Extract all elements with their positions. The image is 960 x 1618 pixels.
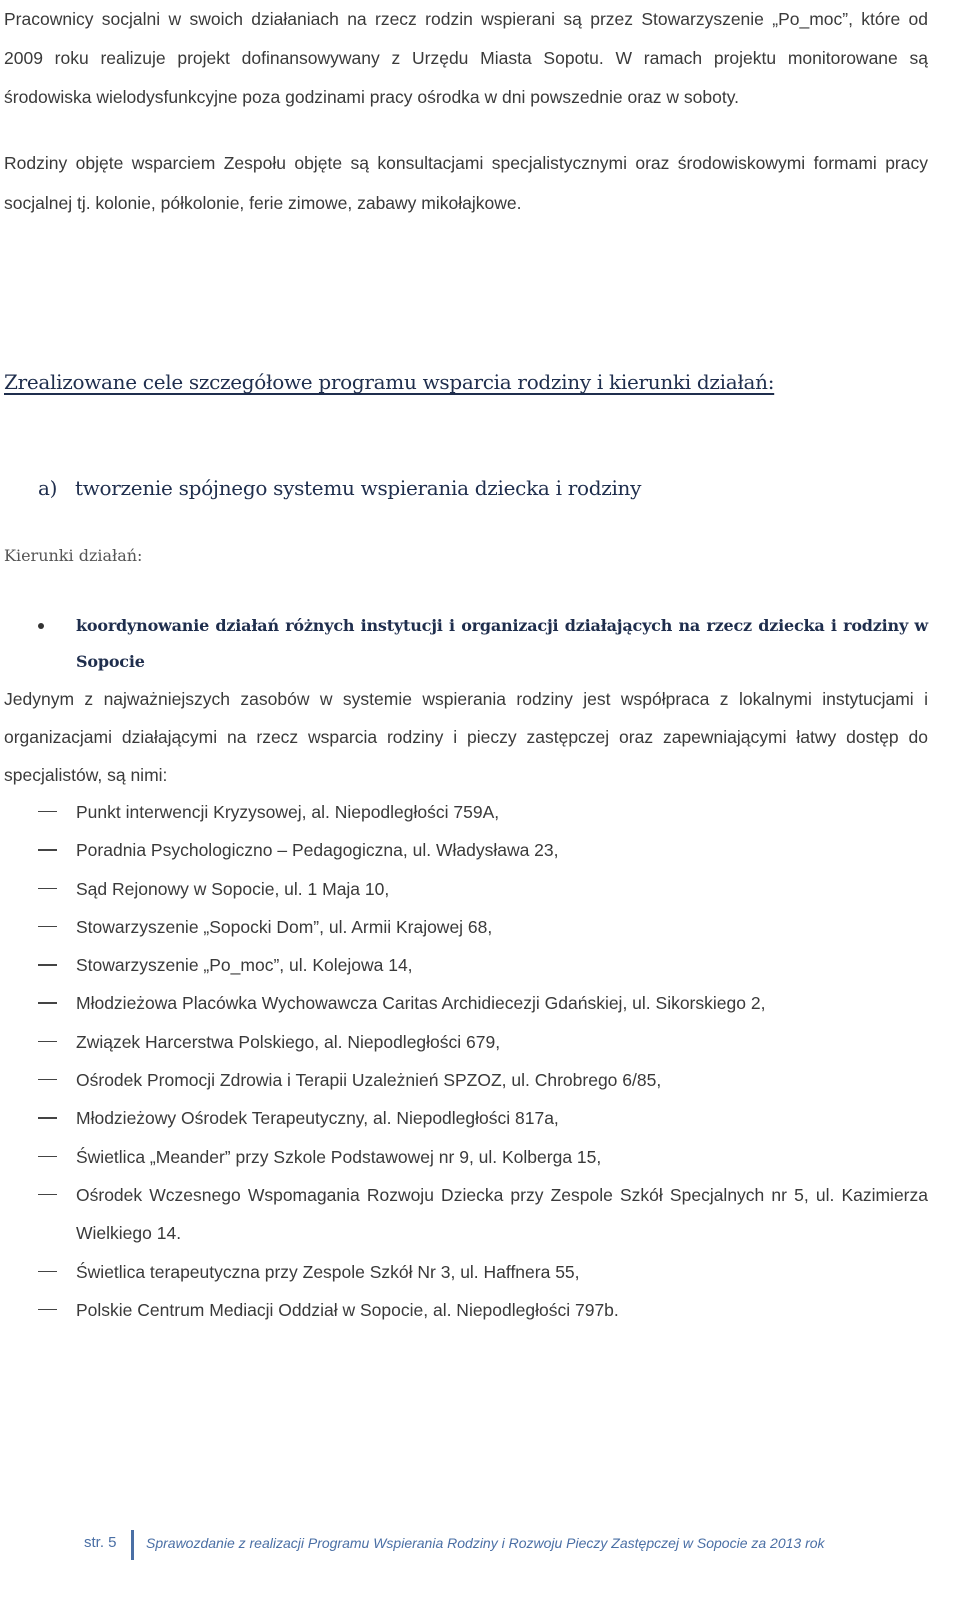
footer-title: Sprawozdanie z realizacji Programu Wspierania Rodziny i Rozwoju Pieczy Zastępczej w Sopocie za 2013 rok [146,1535,825,1551]
footer-divider [131,1530,134,1560]
dash-icon [38,1309,57,1310]
institution-text: Świetlica „Meander” przy Szkole Podstawowej nr 9, ul. Kolberga 15, [76,1146,602,1167]
institution-text: Stowarzyszenie „Po_moc”, ul. Kolejowa 14, [76,955,413,976]
cooperation-paragraph: Jedynym z najważniejszych zasobów w systemie wspierania rodziny jest współpraca z lokalnymi instytucjami i organizacjami działającymi na rzecz wsparcia rodziny i pieczy zastępczej oraz zapewniającymi łatwy dostęp do specjalistów, są nimi: [4,689,928,785]
dash-icon [38,1117,57,1118]
dash-icon [38,1079,57,1080]
list-item [4,831,928,869]
subsection-title: tworzenie spójnego systemu wspierania dziecka i rodziny [75,476,642,500]
institution-text: Ośrodek Wczesnego Wspomagania Rozwoju Dziecka przy Zespole Szkół Specjalnych nr 5, ul. Kazimierza Wielkiego 14. [76,1184,928,1244]
intro-paragraph [4,0,928,117]
institution-text: Punkt interwencji Kryzysowej, al. Niepodległości 759A, [76,802,500,822]
dash-icon [38,1271,57,1272]
dash-icon [38,926,57,927]
dash-icon [38,849,57,850]
intro-line: Pracownicy socjalni w swoich działaniach na rzecz rodzin wspierani są przez Stowarzyszenie „Po_moc”, które od [4,9,928,29]
institution-text: Świetlica terapeutyczna przy Zespole Szkół Nr 3, ul. Haffnera 55, [76,1261,580,1282]
list-item [4,946,928,984]
institution-text: Związek Harcerstwa Polskiego, al. Niepodległości 679, [76,1031,501,1052]
dash-icon [38,1156,57,1157]
list-item [4,1253,928,1291]
intro-line: 2009 roku realizuje projekt dofinansowywany z Urzędu Miasta Sopotu. W ramach projektu monitorowane są [4,48,928,68]
institution-text: Poradnia Psychologiczno – Pedagogiczna, ul. Władysława 23, [76,840,559,861]
list-item [4,1176,928,1253]
list-item [4,793,928,831]
section-heading: Zrealizowane cele szczegółowe programu wsparcia rodziny i kierunki działań: [4,370,775,394]
institution-text: Młodzieżowa Placówka Wychowawcza Caritas Archidiecezji Gdańskiej, ul. Sikorskiego 2, [76,993,766,1014]
list-item [4,1061,928,1099]
dash-icon [38,964,57,965]
dash-icon [38,888,57,889]
institution-text: Młodzieżowy Ośrodek Terapeutyczny, al. Niepodległości 817a, [76,1108,559,1129]
list-item [4,1291,928,1329]
list-item [4,1138,928,1176]
direction-bullet [38,608,928,680]
list-item [4,1023,928,1061]
institution-text: Polskie Centrum Mediacji Oddział w Sopocie, al. Niepodległości 797b. [76,1299,619,1320]
dash-icon [38,811,57,812]
institution-text: Ośrodek Promocji Zdrowia i Terapii Uzależnień SPZOZ, ul. Chrobrego 6/85, [76,1070,662,1091]
bullet-dot-icon [38,623,44,629]
list-item [4,1099,928,1137]
subsection-heading [38,476,641,500]
institution-text: Stowarzyszenie „Sopocki Dom”, ul. Armii Krajowej 68, [76,916,493,937]
list-item [4,908,928,946]
direction-bullet-text: koordynowanie działań różnych instytucji i organizacji działających na rzecz dziecka i rodziny w Sopocie [76,616,928,671]
page-footer [0,1530,960,1560]
list-item [4,870,928,908]
dash-icon [38,1041,57,1042]
page-number: str. 5 [84,1534,117,1551]
institutions-list [4,793,928,1329]
dash-icon [38,1194,57,1195]
list-item [4,984,928,1022]
institution-text: Sąd Rejonowy w Sopocie, ul. 1 Maja 10, [76,878,390,899]
dash-icon [38,1002,57,1003]
support-paragraph: Rodziny objęte wsparciem Zespołu objęte są konsultacjami specjalistycznymi oraz środowiskowymi formami pracy socjalnej tj. kolonie, półkolonie, ferie zimowe, zabawy mikołajkowe. [4,153,928,213]
subsection-marker: a) [38,476,58,500]
directions-label: Kierunki działań: [4,546,143,565]
intro-line: środowiska wielodysfunkcyjne poza godzinami pracy ośrodka w dni powszednie oraz w soboty. [4,87,740,107]
